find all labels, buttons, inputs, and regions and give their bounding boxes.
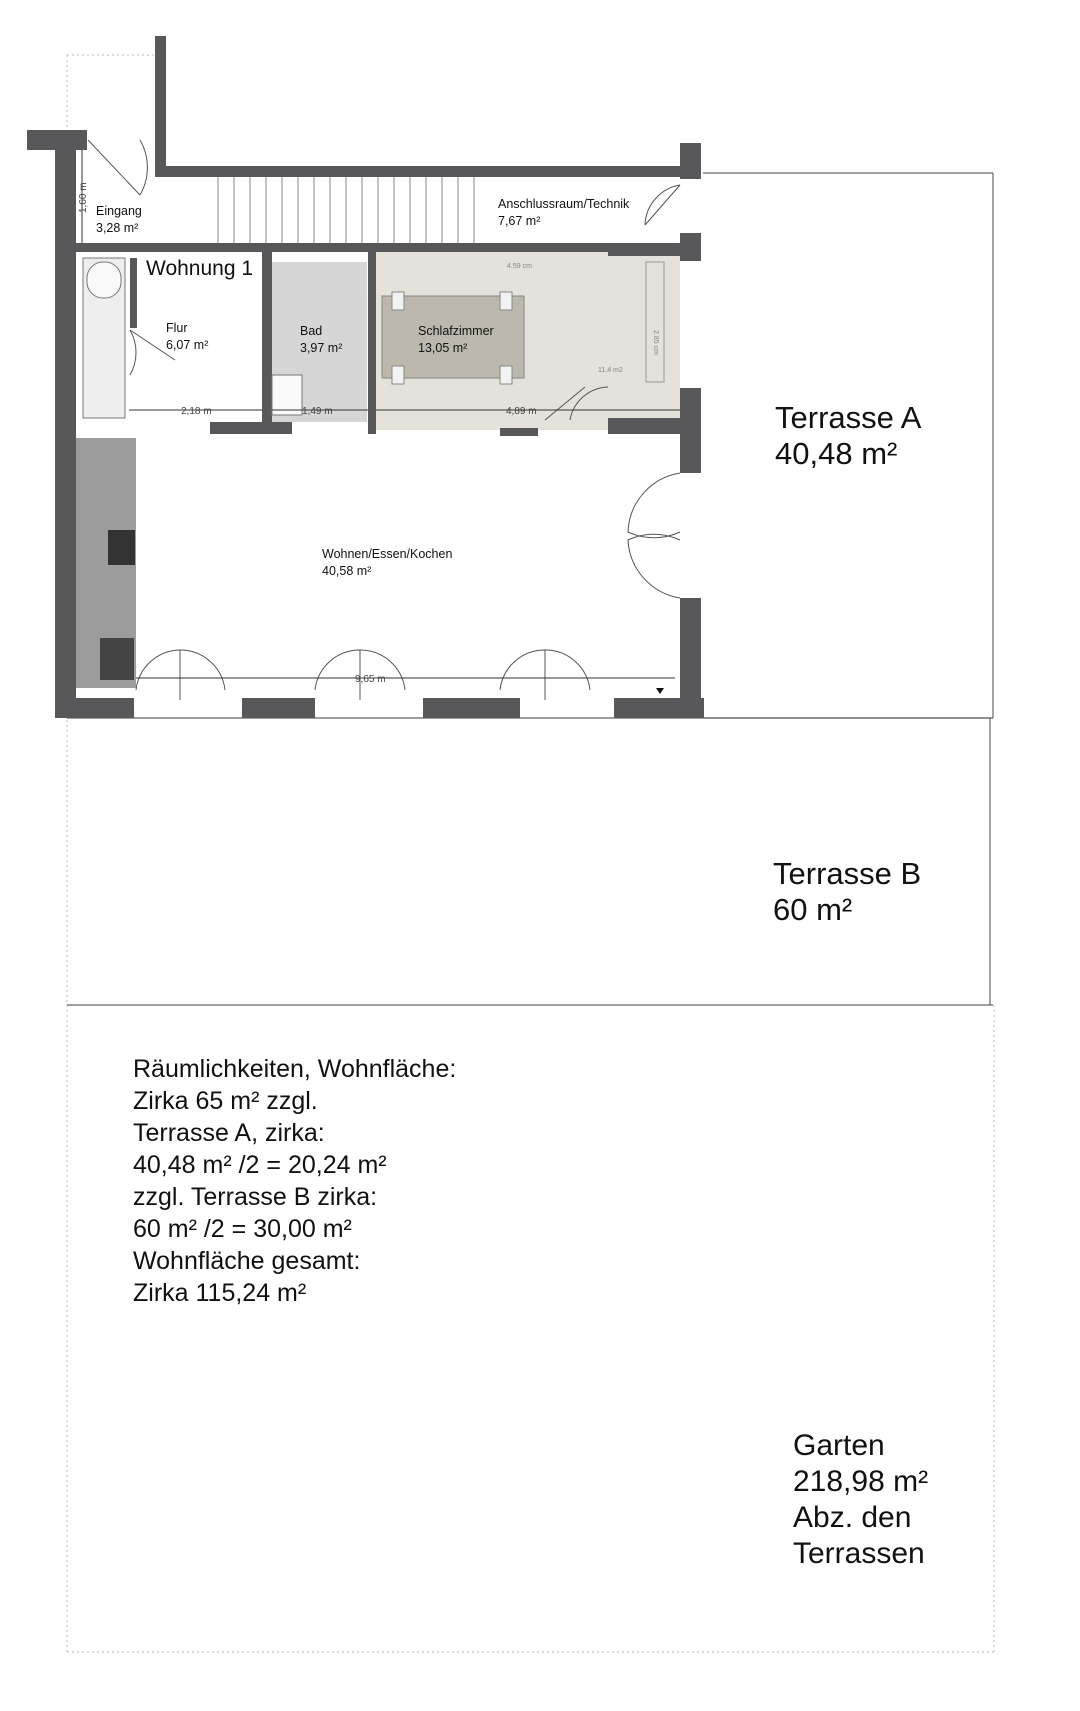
summary-line: Terrasse A, zirka: [133,1119,325,1147]
room-area-schlafzimmer: 13,05 m² [418,341,468,355]
marker-icon [656,688,664,694]
room-area-bad: 3,97 m² [300,341,343,355]
dim-entry-height: 1,60 m [78,182,89,213]
room-name-technik: Anschlussraum/Technik [498,197,630,211]
room-name-flur: Flur [166,321,188,335]
garden-title: Garten [793,1429,885,1462]
garden-area: 218,98 m² [793,1465,929,1498]
summary-line: 60 m² /2 = 30,00 m² [133,1215,352,1243]
terrace-b-name: Terrasse B [773,856,922,891]
apartment-title: Wohnung 1 [146,257,254,280]
bed-icon [382,292,524,384]
garden-note-2: Terrassen [793,1537,925,1570]
room-name-eingang: Eingang [96,204,142,218]
terrace-a-area: 40,48 m² [775,436,898,471]
dim-schlaf-side: 2.85 cm [652,330,659,355]
dim-schlaf-width: 4,89 m [506,406,537,417]
summary-line: zzgl. Terrasse B zirka: [133,1183,378,1211]
sink-icon [100,638,134,680]
dim-schlaf-small: 11.4 m2 [598,367,623,374]
summary-line: Wohnfläche gesamt: [133,1247,361,1275]
room-area-flur: 6,07 m² [166,338,209,352]
dim-schlaf-top: 4.59 cm [507,263,532,270]
dim-flur-width: 2,18 m [181,406,212,417]
garden-note-1: Abz. den [793,1501,912,1534]
room-name-bad: Bad [300,324,323,338]
summary-line: Räumlichkeiten, Wohnfläche: [133,1055,457,1083]
living-area-summary [133,1053,456,1309]
terrace-b-area: 60 m² [773,892,853,927]
dim-total-width: 9,65 m [355,674,386,685]
room-area-wohnen: 40,58 m² [322,564,372,578]
terrace-a-name: Terrasse A [775,400,922,435]
summary-line: 40,48 m² /2 = 20,24 m² [133,1151,387,1179]
summary-line: Zirka 65 m² zzgl. [133,1087,318,1115]
dim-bad-width: 1,49 m [302,406,333,417]
room-name-schlafzimmer: Schlafzimmer [418,324,494,338]
cooktop-icon [108,530,135,565]
summary-line: Zirka 115,24 m² [133,1279,307,1307]
room-area-eingang: 3,28 m² [96,221,139,235]
staircase [218,177,474,243]
room-area-technik: 7,67 m² [498,214,541,228]
garden-label [793,1428,928,1572]
room-name-wohnen: Wohnen/Essen/Kochen [322,547,453,561]
